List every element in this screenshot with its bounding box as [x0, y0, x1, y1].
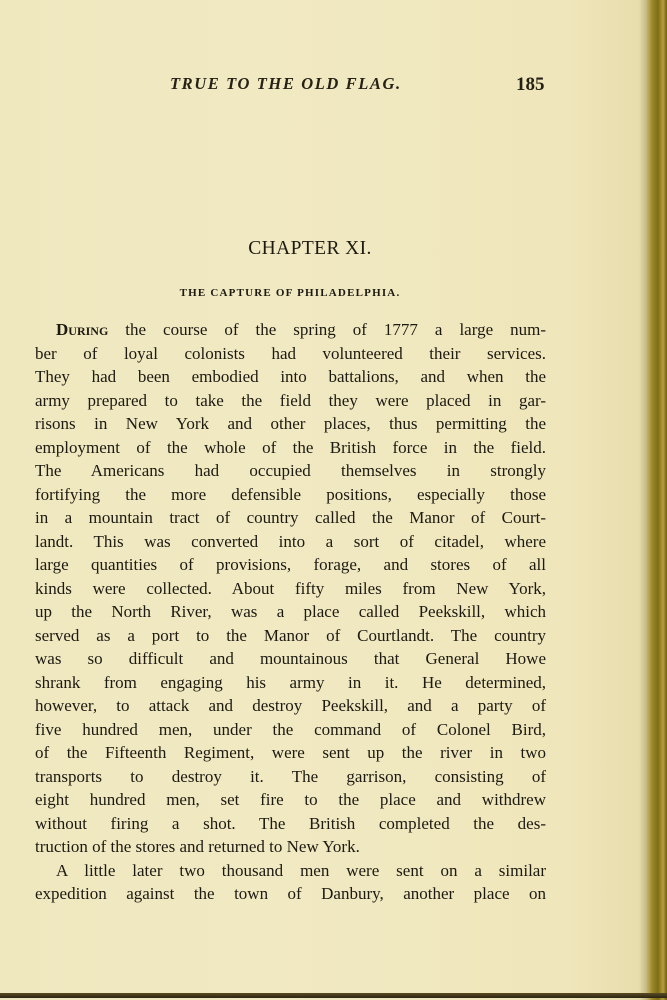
text-line: shrank from engaging his army in it. He determined, [35, 672, 546, 692]
page-number: 185 [516, 74, 545, 95]
text-line: was so difficult and mountainous that General Howe [35, 649, 546, 668]
text-line: The Americans had occupied themselves in strongly [35, 461, 546, 480]
chapter-title: CHAPTER XI. [248, 238, 372, 259]
opening-word: During [56, 320, 109, 339]
text-line: expedition against the town of Danbury, another place on [35, 884, 546, 903]
text-line: risons in New York and other places, thus permitting the [35, 414, 546, 433]
chapter-subtitle: THE CAPTURE OF PHILADELPHIA. [179, 287, 401, 299]
text-line: transports to destroy it. The garrison, consisting of [35, 766, 546, 786]
text-line: employment of the whole of the British force in the field. [35, 437, 546, 457]
body-text [35, 318, 546, 906]
text-line: served as a port to the Manor of Courtlandt. The country [35, 625, 546, 645]
text-line: fortifying the more defensible positions, especially those [35, 484, 546, 504]
text-line: They had been embodied into battalions, and when the [35, 367, 546, 386]
text-line: truction of the stores and returned to New York. [35, 837, 360, 856]
text-line: of the Fifteenth Regiment, were sent up the river in two [35, 743, 546, 762]
running-head-title: TRUE TO THE OLD FLAG. [170, 74, 402, 93]
text-line: landt. This was converted into a sort of citadel, where [35, 531, 546, 551]
page-edge-shadow [639, 0, 647, 1000]
text-line: A little later two thousand men were sent on a similar [56, 860, 546, 880]
book-edge [647, 0, 667, 1000]
text-line: five hundred men, under the command of Colonel Bird, [35, 719, 546, 739]
bottom-edge-rule [0, 993, 667, 998]
text-line: up the North River, was a place called Peekskill, which [35, 602, 546, 621]
text-line: in a mountain tract of country called the Manor of Court- [35, 508, 546, 527]
text-line: ber of loyal colonists had volunteered their services. [35, 343, 546, 363]
text-line: army prepared to take the field they were placed in gar- [35, 390, 546, 410]
text-line: eight hundred men, set fire to the place and withdrew [35, 790, 546, 809]
text-line: kinds were collected. About fifty miles from New York, [35, 578, 546, 598]
text-line: however, to attack and destroy Peekskill, and a party of [35, 696, 546, 715]
text-line [35, 318, 546, 342]
text-line: without firing a shot. The British completed the des- [35, 813, 546, 833]
text-line: large quantities of provisions, forage, and stores of all [35, 555, 546, 574]
text-line-content: the course of the spring of 1777 a large num- [108, 320, 546, 339]
